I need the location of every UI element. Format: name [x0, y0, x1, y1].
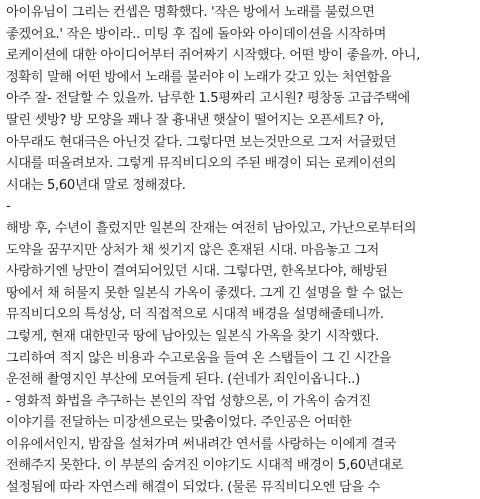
text-line: 아무래도 현대극은 아닌것 같다. 그렇다면 보는것만으로 그저 서글펐던 [6, 134, 397, 150]
text-line: 정확히 말해 어떤 방에서 노래를 불러야 이 노래가 갖고 있는 처연함을 [6, 69, 392, 85]
article-body [6, 2, 476, 499]
text-line: 아이유님이 그리는 컨셉은 명확했다. '작은 방에서 노래를 불렀으면 [6, 5, 375, 20]
text-line: 시대는 5,60년대 말로 정해졌다. [6, 177, 186, 193]
text-line: 아주 잘- 전달할 수 있을까. 남루한 1.5평짜리 고시원? 평창동 고급주택에 [6, 91, 410, 107]
text-line: 그리하여 적지 않은 비용과 수고로움을 들여 온 스탭들이 그 긴 시간을 [6, 350, 392, 366]
text-line: 도약을 꿈꾸지만 상처가 채 씻기지 않은 혼재된 시대. 마음놓고 그저 [6, 242, 379, 258]
text-line: 로케이션에 대한 아이디어부터 쥐어짜기 시작했다. 어떤 방이 좋을까. 아니, [6, 48, 420, 64]
text-line: 설정됨에 따라 자연스레 해결이 되었다. (물론 뮤직비디오엔 담을 수 [6, 480, 380, 496]
text-line: 이야기를 전달하는 미장센으로는 맞춤이었다. 주인공은 어떠한 [6, 415, 352, 431]
text-line: 해방 후, 수년이 흘렀지만 일본의 잔재는 여전히 남아있고, 가난으로부터의 [6, 220, 417, 236]
text-line: 운전해 촬영지인 부산에 모여들게 된다. (쉰네가 죄인이옵니다..) [6, 372, 360, 388]
text-line: 그렇게, 현재 대한민국 땅에 남아있는 일본식 가옥을 찾기 시작했다. [6, 328, 379, 344]
text-line: 시대를 떠올려보자. 그렇게 뮤직비디오의 주된 배경이 되는 로케이션의 [6, 156, 397, 172]
text-line: 좋겠어요.' 작은 방이라.. 미팅 후 집에 돌아와 아이데이션을 시작하며 [6, 26, 387, 42]
text-line: 딸린 셋방? 방 모양을 꽤나 잘 흉내낸 햇살이 떨어지는 오픈세트? 아, [6, 112, 384, 128]
section-divider: - [6, 199, 11, 215]
text-line: 땅에서 채 허물지 못한 일본식 가옥이 좋겠다. 그게 긴 설명을 할 수 없는 [6, 285, 403, 301]
text-line: 사랑하기엔 낭만이 결여되어있던 시대. 그렇다면, 한옥보다야, 해방된 [6, 264, 388, 280]
text-line: 뮤직비디오의 특성상, 더 직접적으로 시대적 배경을 설명해줄테니까. [6, 307, 384, 323]
text-line: 전해주지 못한다. 이 부분의 숨겨진 이야기도 시대적 배경이 5,60년대로 [6, 458, 404, 474]
text-line: - 영화적 화법을 추구하는 본인의 작업 성향으론, 이 가옥이 숨겨진 [6, 393, 371, 409]
text-line: 이유에서인지, 밤잠을 설쳐가며 써내려간 연서를 사랑하는 이에게 결국 [6, 436, 397, 452]
